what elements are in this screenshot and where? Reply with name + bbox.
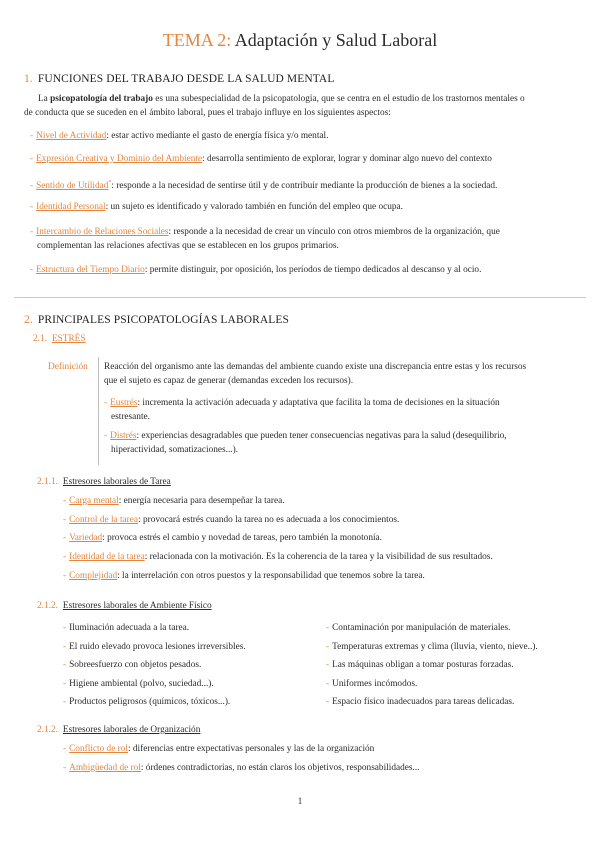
bullet-dash-icon: - xyxy=(30,154,34,164)
item-text: Productos peligrosos (químicos, tóxicos...). xyxy=(69,697,231,707)
subsection-label: Estresores laborales de Organización xyxy=(62,725,201,735)
bullet-dash-icon: - xyxy=(326,660,330,670)
item-text: : la interrelación con otros puestos y la responsabilidad que tenemos sobre la tarea. xyxy=(117,571,425,581)
list-item xyxy=(104,429,582,443)
intro-bold: psicopatología del trabajo xyxy=(50,94,153,104)
list-item xyxy=(30,200,403,214)
title-tema: TEMA 2: xyxy=(162,30,232,50)
item-text: El ruido elevado provoca lesiones irreversibles. xyxy=(69,642,246,652)
item-text: : incrementa la activación adecuada y adaptativa que facilita la toma de decisiones en la situación xyxy=(137,398,500,408)
list-item xyxy=(63,658,201,672)
subsection-label: Estresores laborales de Ambiente Físico xyxy=(62,601,212,611)
list-item xyxy=(326,677,417,691)
subsection-label: Estresores laborales de Tarea xyxy=(62,477,171,487)
subsection-label: ESTRÉS xyxy=(51,334,86,344)
list-item xyxy=(30,176,497,193)
item-term: Control de la tarea xyxy=(69,515,139,525)
bullet-dash-icon: - xyxy=(63,552,67,562)
bullet-dash-icon: - xyxy=(63,623,67,633)
item-text: : provocará estrés cuando la tarea no es adecuada a los conocimientos. xyxy=(138,515,400,525)
definition-line1: Reacción del organismo ante las demandas del ambiente cuando existe una discrepancia entre estas y los recursos xyxy=(104,362,527,372)
list-item xyxy=(326,658,514,672)
item-text: : experiencias desagradables que pueden tener consecuencias negativas para la salud (desequilibrio, xyxy=(136,431,507,441)
section2-heading xyxy=(24,314,289,326)
item-term: Ambigüedad de rol xyxy=(69,763,141,773)
item-text: Uniformes incómodos. xyxy=(332,679,418,689)
list-item xyxy=(30,152,492,166)
item-mark: * xyxy=(108,180,112,186)
item-text: : órdenes contradictorias, no están claros los objetivos, responsabilidades... xyxy=(140,763,420,773)
section2-title: PRINCIPALES PSICOPATOLOGÍAS LABORALES xyxy=(37,314,290,326)
item-term: Estructura del Tiempo Diario xyxy=(36,265,145,275)
item-text: : responde a la necesidad de sentirse útil y de contribuir mediante la producción de bienes a la sociedad. xyxy=(111,181,498,192)
bullet-dash-icon: - xyxy=(63,744,67,754)
section1-intro-line2: de conducta que se suceden en el ámbito laboral, pues el trabajo influye en los siguientes aspectos: xyxy=(24,108,391,118)
bullet-dash-icon: - xyxy=(63,533,67,543)
bullet-dash-icon: - xyxy=(326,623,330,633)
item-text: : estar activo mediante el gasto de energía física y/o mental. xyxy=(106,131,329,141)
subsection-2-1-2-organizacion xyxy=(37,725,200,735)
item-term: Nivel de Actividad xyxy=(36,131,107,141)
list-item xyxy=(63,513,399,527)
definition-label-text: Definición xyxy=(48,362,88,372)
list-item-continuation: complementan las relaciones afectivas que se establecen en los grupos primarios. xyxy=(37,241,339,251)
item-text: Iluminación adecuada a la tarea. xyxy=(69,623,190,633)
list-item xyxy=(63,531,382,545)
subsection-number: 2.1.2. xyxy=(37,725,58,735)
bullet-dash-icon: - xyxy=(63,496,67,506)
item-term: Complejidad xyxy=(69,571,118,581)
item-text: : responde a la necesidad de crear un vínculo con otros miembros de la organización, que xyxy=(168,227,500,237)
item-text: : desarrolla sentimiento de explorar, lograr y dominar algo nuevo del contexto xyxy=(202,154,492,164)
bullet-dash-icon: - xyxy=(30,131,34,141)
section-divider xyxy=(14,297,586,298)
list-item-continuation: hiperactividad, somatizaciones...). xyxy=(111,445,239,455)
item-text: : provoca estrés el cambio y novedad de tareas, pero también la monotonía. xyxy=(102,533,382,543)
bullet-dash-icon: - xyxy=(63,642,67,652)
list-item xyxy=(326,621,511,635)
bullet-dash-icon: - xyxy=(326,679,330,689)
list-item xyxy=(326,695,514,709)
intro-pre: La xyxy=(38,94,51,104)
page-number: 1 xyxy=(297,797,303,807)
list-item xyxy=(63,550,493,564)
list-item xyxy=(63,640,246,654)
list-item xyxy=(63,494,285,508)
section2-number: 2. xyxy=(24,314,33,326)
bullet-dash-icon: - xyxy=(63,515,67,525)
list-item xyxy=(63,569,425,583)
item-term: Eustrés xyxy=(110,398,138,408)
bullet-dash-icon: - xyxy=(30,202,34,212)
item-text: Sobreesfuerzo con objetos pesados. xyxy=(69,660,202,670)
list-item xyxy=(30,263,481,277)
item-text: : relacionada con la motivación. Es la coherencia de la tarea y la visibilidad de sus resultados. xyxy=(144,552,493,562)
definition-label xyxy=(48,360,88,374)
section1-intro-line1 xyxy=(38,92,586,106)
bullet-dash-icon: - xyxy=(63,697,67,707)
item-term: Sentido de Utilidad xyxy=(36,181,109,192)
subsection-number: 2.1.2. xyxy=(37,601,58,611)
item-text: Contaminación por manipulación de materiales. xyxy=(332,623,511,633)
bullet-dash-icon: - xyxy=(326,697,330,707)
item-text: Temperaturas extremas y clima (lluvia, viento, nieve..). xyxy=(332,642,538,652)
definition-line2: que el sujeto es capaz de generar (demandas exceden los recursos). xyxy=(104,376,354,386)
item-text: : un sujeto es identificado y valorado también en función del empleo que ocupa. xyxy=(105,202,403,212)
subsection-2-1-1 xyxy=(37,477,171,487)
list-item-continuation: estresante. xyxy=(111,412,150,422)
definition-rule xyxy=(98,357,99,465)
item-term: Variedad xyxy=(69,533,103,543)
bullet-dash-icon: - xyxy=(104,398,108,408)
bullet-dash-icon: - xyxy=(104,431,108,441)
bullet-dash-icon: - xyxy=(63,679,67,689)
list-item xyxy=(63,761,419,775)
item-text: Higiene ambiental (polvo, suciedad...). xyxy=(69,679,214,689)
section1-heading xyxy=(24,73,334,85)
item-text: : diferencias entre expectativas personales y las de la organización xyxy=(127,744,375,754)
item-term: Identidad Personal xyxy=(36,202,106,212)
bullet-dash-icon: - xyxy=(30,265,34,275)
list-item xyxy=(63,621,189,635)
bullet-dash-icon: - xyxy=(63,763,67,773)
item-text: Las máquinas obligan a tomar posturas forzadas. xyxy=(332,660,514,670)
subsection-2-1 xyxy=(33,334,86,344)
item-term: Intercambio de Relaciones Sociales xyxy=(36,227,169,237)
list-item xyxy=(63,677,214,691)
subsection-number: 2.1.1. xyxy=(37,477,58,487)
item-text: Espacio físico inadecuados para tareas delicadas. xyxy=(332,697,515,707)
list-item xyxy=(30,129,328,143)
item-term: Carga mental xyxy=(69,496,119,506)
list-item xyxy=(30,225,580,239)
bullet-dash-icon: - xyxy=(30,181,34,192)
section1-title: FUNCIONES DEL TRABAJO DESDE LA SALUD MENTAL xyxy=(37,73,335,85)
page-title xyxy=(0,30,600,51)
bullet-dash-icon: - xyxy=(326,642,330,652)
bullet-dash-icon: - xyxy=(63,660,67,670)
item-term: Expresión Creativa y Dominio del Ambiente xyxy=(36,154,203,164)
subsection-number: 2.1. xyxy=(33,334,47,344)
title-text: Adaptación y Salud Laboral xyxy=(234,30,438,50)
intro-post: es una subespecialidad de la psicopatología, que se centra en el estudio de los trastornos mentales o xyxy=(152,94,525,104)
list-item xyxy=(104,396,582,410)
list-item xyxy=(326,640,538,654)
item-term: Distrés xyxy=(110,431,137,441)
subsection-2-1-2-ambiente xyxy=(37,601,212,611)
item-text: : permite distinguir, por oposición, los períodos de tiempo dedicados al descanso y al ocio. xyxy=(144,265,482,275)
section1-number: 1. xyxy=(24,73,33,85)
bullet-dash-icon: - xyxy=(30,227,34,237)
item-term: Identidad de la tarea xyxy=(69,552,145,562)
list-item xyxy=(63,742,374,756)
bullet-dash-icon: - xyxy=(63,571,67,581)
item-term: Conflicto de rol xyxy=(69,744,128,754)
item-text: : energía necesaria para desempeñar la tarea. xyxy=(118,496,285,506)
list-item xyxy=(63,695,230,709)
